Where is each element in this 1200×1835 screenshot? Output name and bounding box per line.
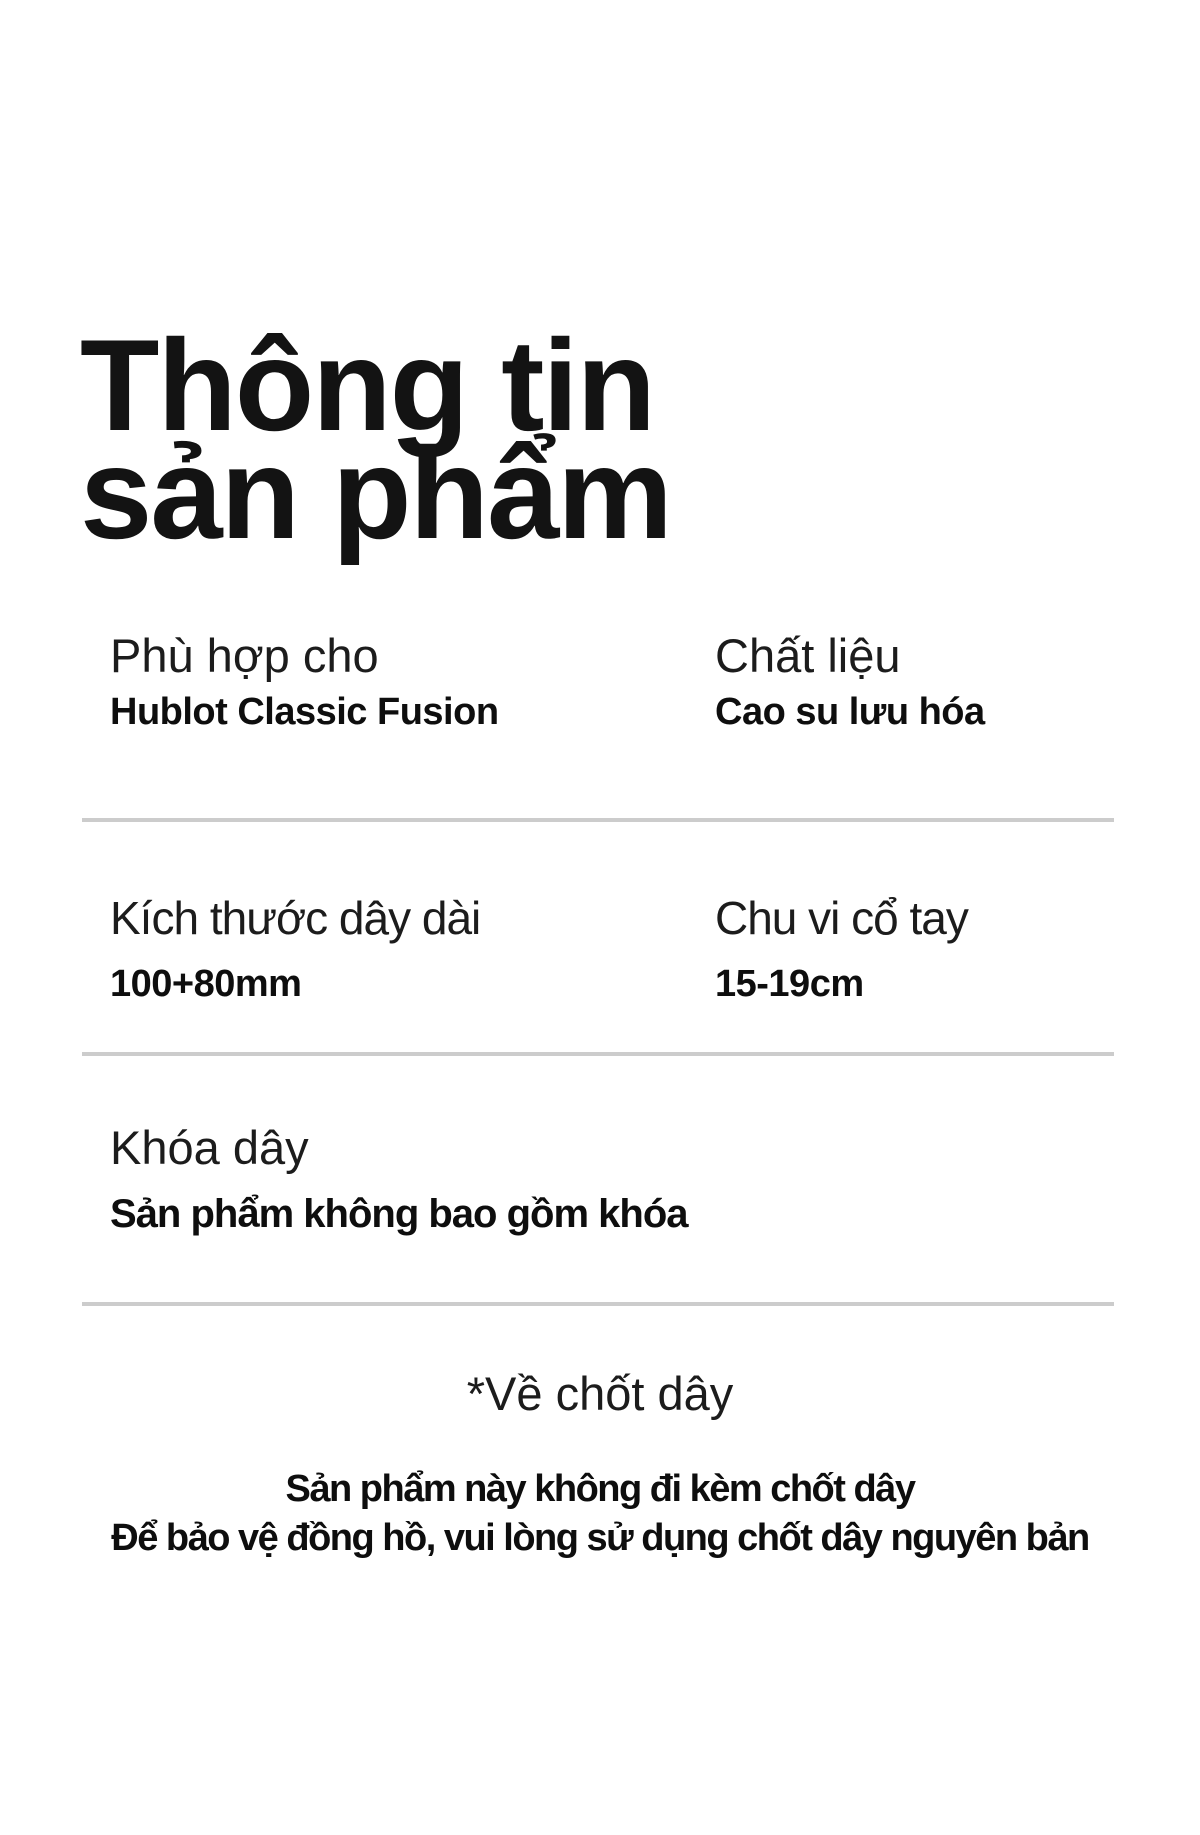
footnote-text — [0, 1465, 1200, 1563]
footnote-line-2: Để bảo vệ đồng hồ, vui lòng sử dụng chốt dây nguyên bản — [111, 1517, 1089, 1559]
spec-value-wrist-size: 15-19cm — [715, 963, 864, 1005]
spec-value-strap-length: 100+80mm — [110, 963, 302, 1005]
spec-label-strap-length: Kích thước dây dài — [110, 892, 481, 944]
spec-label-buckle: Khóa dây — [110, 1121, 309, 1174]
spec-value-material: Cao su lưu hóa — [715, 691, 985, 733]
page-title-line-2: sản phẩm — [80, 420, 671, 567]
page-title — [80, 312, 671, 567]
section-divider-2 — [82, 1052, 1114, 1056]
footnote-line-1: Sản phẩm này không đi kèm chốt dây — [285, 1468, 915, 1510]
section-divider-1 — [82, 818, 1114, 822]
footnote-heading: *Về chốt dây — [466, 1367, 734, 1420]
spec-value-buckle: Sản phẩm không bao gồm khóa — [110, 1192, 688, 1236]
spec-value-compatibility: Hublot Classic Fusion — [110, 691, 499, 733]
page-title-line-1: Thông tin — [80, 312, 654, 459]
spec-label-material: Chất liệu — [715, 629, 901, 682]
spec-label-compatibility: Phù hợp cho — [110, 629, 379, 682]
section-divider-3 — [82, 1302, 1114, 1306]
spec-label-wrist-size: Chu vi cổ tay — [715, 892, 968, 944]
